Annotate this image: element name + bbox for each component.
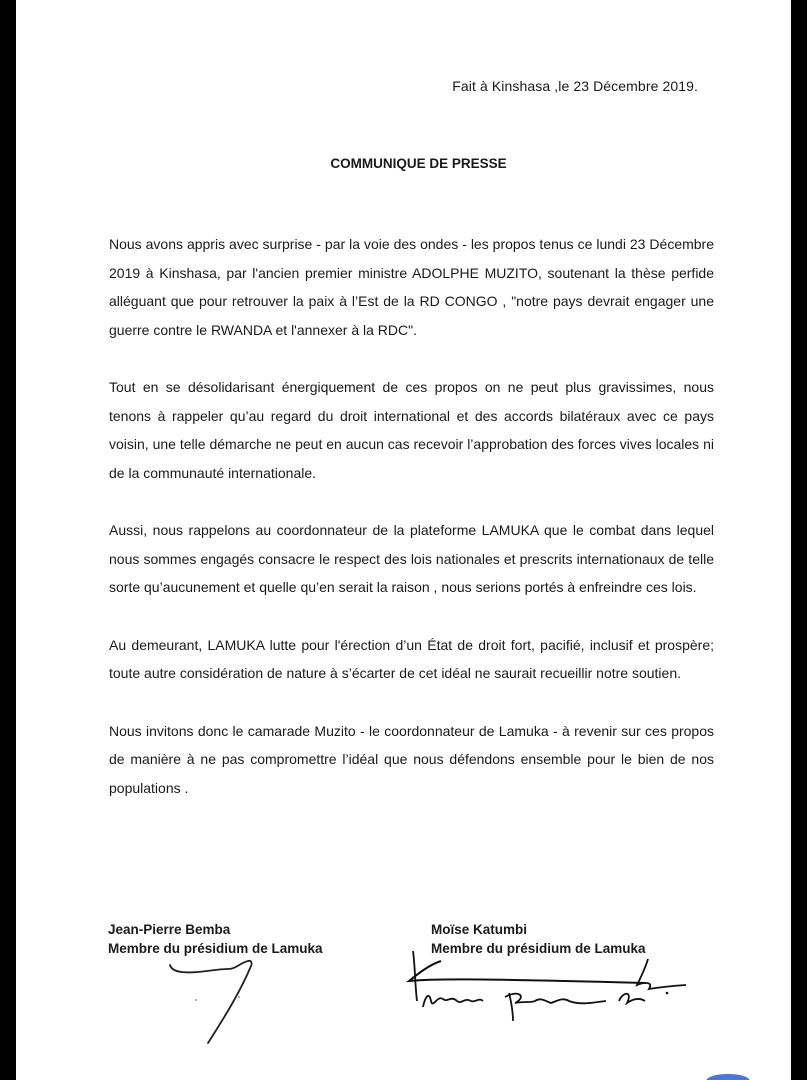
handwritten-signature-bemba [166,955,266,1055]
paragraph-2: Tout en se désolidarisant énergiquement de ces propos on ne peut plus gravissimes, nous tenons à rappeler qu’au regard du droit international et des accords bilatéraux avec ce pays voisin, une telle démarche ne peut en aucun cas recevoir l’approbation des forces vives locales ni de la communauté internationale. [109,379,714,481]
signatory-bemba [108,920,323,958]
signatory-role: Membre du présidium de Lamuka [431,941,646,956]
paragraph-5: Nous invitons donc le camarade Muzito - le coordonnateur de Lamuka - à revenir sur ces propos de manière à ne pas compromettre l’idéal que nous défendons ensemble pour le bien de nos populations . [109,722,714,796]
signatory-name: Moïse Katumbi [431,922,528,937]
paragraph-1: Nous avons appris avec surprise - par la voie des ondes - les propos tenus ce lundi 23 Décembre 2019 à Kinshasa, par l'ancien premier ministre ADOLPHE MUZITO, soutenant la thèse perfide alléguant que pour retrouver la paix à l’Est de la RD CONGO , "notre pays devrait engager une guerre contre le RWANDA et l'annexer à la RDC". [109,236,714,338]
overlay-app-icon-fragment [706,1074,750,1080]
signatory-name: Jean-Pierre Bemba [108,922,231,937]
paragraph-3: Aussi, nous rappelons au coordonnateur de la plateforme LAMUKA que le combat dans lequel nous sommes engagés consacre le respect des lois nationales et prescrits internationaux de telle sorte qu’aucunement et quelle qu’en serait la raison , nous serions portés à enfreindre ces lois. [109,522,714,595]
handwritten-signature-katumbi [401,945,691,1025]
document-page [16,0,791,1080]
date-line: Fait à Kinshasa ,le 23 Décembre 2019. [452,78,698,94]
paragraph-4: Au demeurant, LAMUKA lutte pour l'érection d’un État de droit fort, pacifié, inclusif et prospère; toute autre considération de nature à s’écarter de cet idéal ne saurait recueillir notre soutien. [109,636,714,681]
document-body [109,230,714,831]
document-title: COMMUNIQUE DE PRESSE [330,156,507,171]
signatory-role: Membre du présidium de Lamuka [108,941,323,956]
